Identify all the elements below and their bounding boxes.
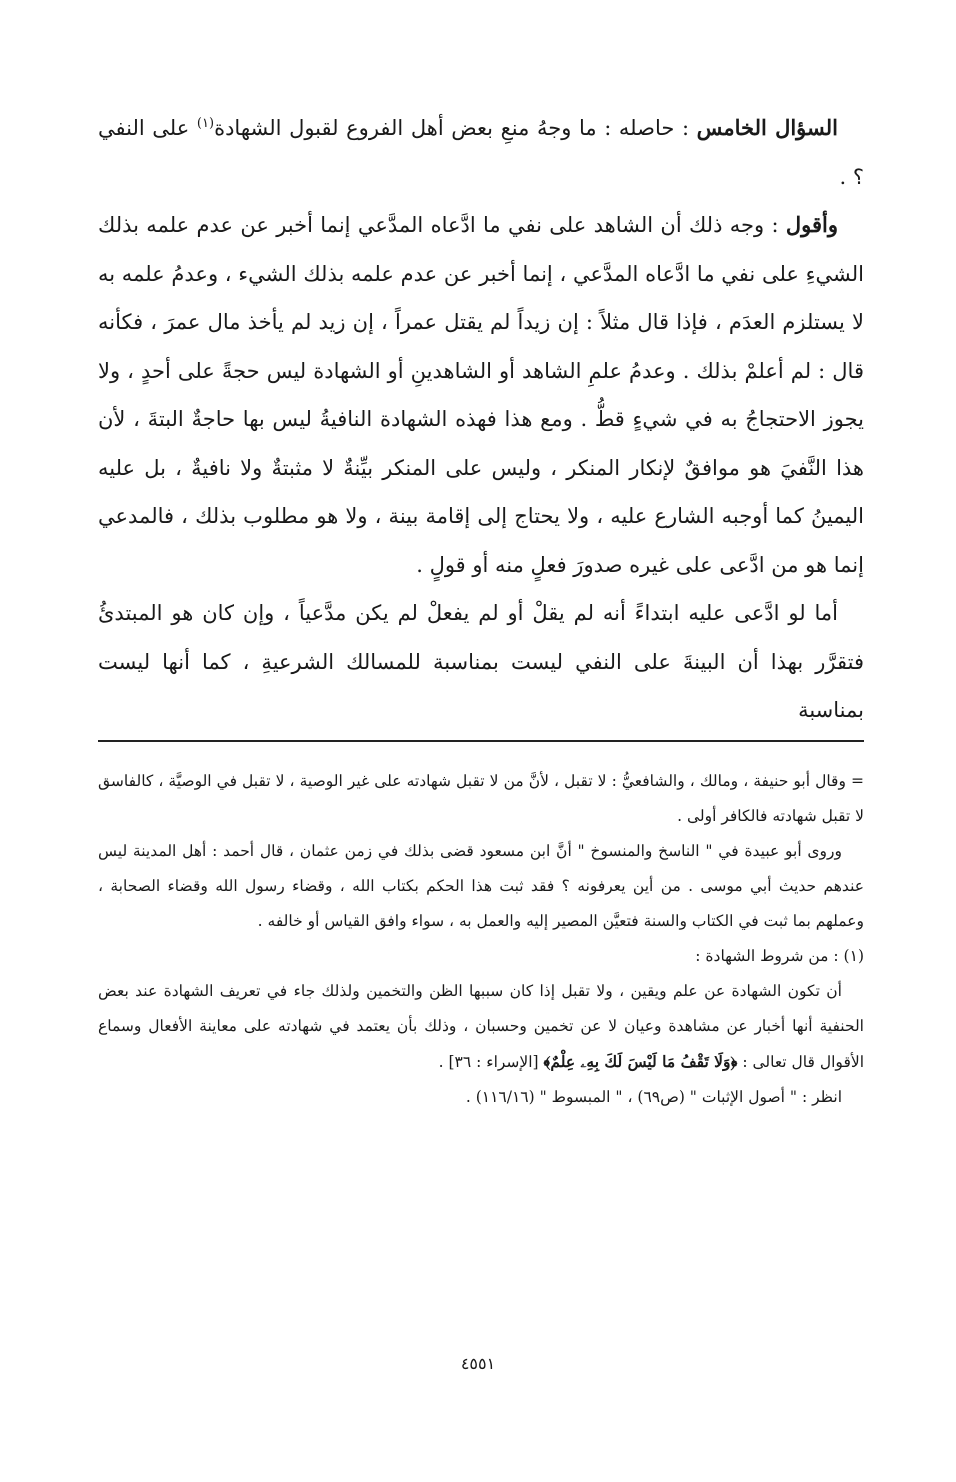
question-label: السؤال الخامس xyxy=(696,115,839,140)
question-paragraph xyxy=(98,104,864,201)
footnote-1-text xyxy=(98,974,864,1080)
question-text-end: على النفي ؟ . xyxy=(98,116,864,189)
footnote-1-reference: انظر : " أصول الإثبات " (ص٦٩) ، " المبسوط " (١١٦/١٦) . xyxy=(465,1088,842,1106)
question-text: : حاصله : ما وجهُ منعِ بعض أهل الفروع لقبول الشهادة xyxy=(214,116,690,140)
answer-label: وأقول xyxy=(785,212,838,237)
footnote-continuation: = وقال أبو حنيفة ، ومالك ، والشافعيُّ : لا تقبل ، لأنَّ من لا تقبل شهادته على غير الوصية ، لا تقبل في الوصيَّة ، كالفاسق لا تقبل شهادته فالكافر أولى . xyxy=(98,772,864,825)
footnote-marker[interactable]: (١) xyxy=(196,116,215,131)
conclusion-paragraph: أما لو ادَّعى عليه ابتداءً أنه لم يقلْ أو لم يفعلْ لم يكن مدَّعياً ، وإن كان هو المبتدئُ فتقرَّر بهذا أن البينةَ على النفي ليست بمناسبة للمسالك الشرعيةِ ، كما أنها ليست بمناسبة xyxy=(98,601,864,722)
verse-reference: [الإسراء : ٣٦] . xyxy=(438,1053,539,1071)
footnotes xyxy=(98,764,864,1115)
main-text xyxy=(98,104,864,735)
page-number: ٤٥٥١ xyxy=(460,1354,496,1373)
answer-paragraph xyxy=(98,201,864,589)
answer-text: : وجه ذلك أن الشاهد على نفي ما ادَّعاه المدَّعي إنما أخبر عن عدم علمه بذلك الشيءِ على نفي ما ادَّعاه المدَّعي ، إنما أخبر عن عدم علمه بذلك الشيء ، وعدمُ علمه به لا يستلزم العدَم ، فإذا قال مثلاً : إن زيداً لم يقتل عمراً ، إن زيد لم يأخذ مال عمرَ ، فكأنه قال : لم أعلمْ بذلك . وعدمُ علمِ الشاهد أو الشاهدينِ أو الشهادة ليس حجةً على أحدٍ ، ولا يجوز الاحتجاجُ به في شيءٍ قطُّ . ومع هذا فهذه الشهادة النافيةُ ليس بها حاجةٌ البتةَ ، لأن هذا النَّفيَ هو موافقٌ لإنكار المنكر ، وليس على المنكر بيِّنةٌ لا مثبتةٌ ولا نافيةٌ ، بل عليه اليمينُ كما أوجبه الشارع عليه ، ولا يحتاج إلى إقامة بينة ، ولا هو مطلوب بذلك ، فالمدعي إنما هو من ادَّعى على غيره صدورَ فعلٍ منه أو قولٍ . xyxy=(98,213,864,577)
footnote-continuation-2: وروى أبو عبيدة في " الناسخ والمنسوخ " أنَّ ابن مسعود قضى بذلك في زمن عثمان ، قال أحمد : أهل المدينة ليس عندهم حديث أبي موسى . من أين يعرفونه ؟ فقد ثبت هذا الحكم بكتاب الله ، وقضاء رسول الله وقضاء الصحابة ، وعملهم بما ثبت في الكتاب والسنة فتعيَّن المصير إليه والعمل به ، سواء وافق القياس أو خالفه . xyxy=(98,842,864,930)
footnote-1-heading: (١) : من شروط الشهادة : xyxy=(695,947,864,965)
quran-verse: ﴿وَلَا تَقْفُ مَا لَيْسَ لَكَ بِهِۦ عِلْمٌ﴾ xyxy=(543,1052,738,1071)
footnote-1-body: أن تكون الشهادة عن علم ويقين ، ولا تقبل إذا كان سببها الظن والتخمين ولذلك جاء في تعريف الشهادة عند بعض الحنفية أنها أخبار عن مشاهدة وعيان لا عن تخمين وحسبان ، وذلك بأن يعتمد في شهادته على معاينة الأفعال وسماع الأقوال قال تعالى : xyxy=(98,982,864,1071)
footnote-separator xyxy=(98,740,864,742)
